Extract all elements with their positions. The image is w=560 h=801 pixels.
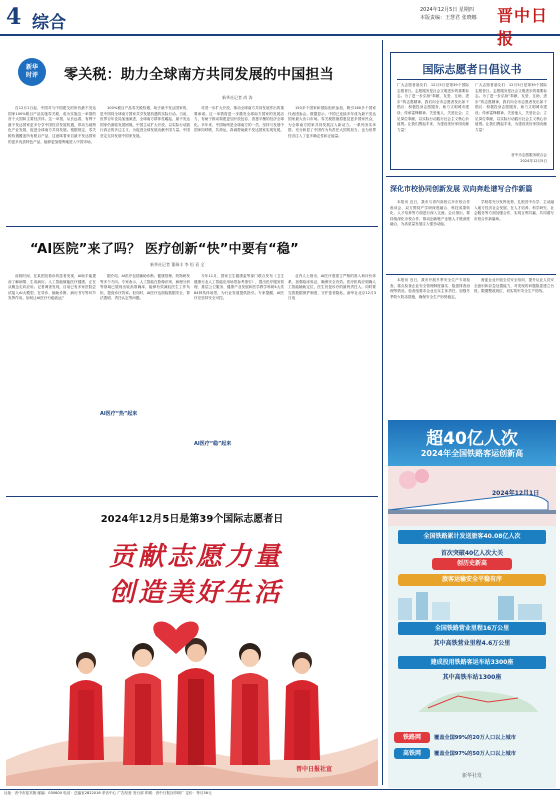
- railway-network-label: 铁路网: [394, 732, 430, 743]
- volunteers-illustration: [6, 610, 378, 786]
- initiative-title: 国际志愿者日倡议书: [422, 63, 522, 76]
- infographic-big-title: 超40亿人次: [426, 429, 518, 449]
- infographic-stat-7: 建成投用铁路客运车站3300座: [398, 656, 546, 669]
- initiative-signature-2: 2024年12月5日: [520, 159, 547, 163]
- article-1-byline: 新华社记者 尚 涛: [222, 95, 253, 100]
- poster-slogan-line-2: 创造美好生活: [108, 578, 283, 608]
- page-number: 4: [6, 4, 22, 30]
- railway-infographic: [388, 420, 556, 788]
- article-2-column-1: 前段时间，在某医院看诊的患者发现，AI助手能提前了解病情、生成病历。人工智能赋能医疗健康，正在从概念走向应用。记者调查发现，目前已有多家医院尝试接入AI大模型，在导诊、辅助诊断、病历书写等环节发挥作用。如何让AI医疗行稳致远？: [8, 274, 96, 301]
- right-mid-headline: 深化市校协同创新发展 双向奔赴谱写合作新篇: [390, 185, 533, 193]
- masthead-editor-line: 本版责编：王慧君 张晓娜: [420, 15, 477, 21]
- infographic-stat-3: 创历史新高: [432, 558, 512, 570]
- page-section-name: 综合: [32, 13, 66, 33]
- map-illustration: [388, 682, 556, 722]
- masthead-date-line: 2024年12月5日 星期四: [420, 7, 474, 13]
- high-speed-network-label: 高铁网: [394, 748, 430, 759]
- volunteer-day-poster: [6, 500, 378, 786]
- section-divider: [386, 176, 556, 177]
- infographic-date-tag: 2024年12月1日: [492, 490, 540, 497]
- initiative-body-col-1: 广大志愿者朋友们：12月5日是第39个国际志愿者日。志愿服务是社会文明进步的重要标志。为了进一步弘扬“奉献、友爱、互助、进步”的志愿精神，我们向全市志愿者发出如下倡议：积极投身志愿服务，助力文明城市建设；传承雷锋精神，关爱他人、关爱社会；立足岗位奉献，以实际行动践行社会主义核心价值观。让我们携起手来，为建设美好家园贡献力量！: [397, 83, 469, 132]
- initiative-body-col-2: 广大志愿者朋友们：12月5日是第39个国际志愿者日。志愿服务是社会文明进步的重要标志。为了进一步弘扬“奉献、友爱、互助、进步”的志愿精神，我们向全市志愿者发出如下倡议：积极投身志愿服务，助力文明城市建设；传承雷锋精神，关爱他人、关爱社会；立足岗位奉献，以实际行动践行社会主义核心价值观。让我们携起手来，为建设美好家园贡献力量！: [475, 83, 547, 132]
- right-mid-column-2: 学校将充分发挥优势，扎根晋中办学，主动融入地方经济社会发展，在人才培养、科学研究、社会服务等方面加强合作，实现互利共赢，共同谱写市校合作新篇章。: [474, 200, 554, 221]
- masthead-date: [420, 6, 477, 22]
- article-1-headline: 零关税：助力全球南方共同发展的中国担当: [64, 67, 334, 83]
- article-2-byline: 新华社记者 董瑞丰 李 恒 袁 全: [150, 262, 205, 267]
- section-divider: [6, 496, 378, 497]
- section-divider: [386, 274, 556, 275]
- poster-footer: 晋中日报社宣: [296, 766, 333, 773]
- badge-line-2: 时评: [25, 72, 38, 79]
- article-2-column-3: 今年11月，国家卫生健康委等部门联合发布《卫生健康行业人工智能应用场景参考指引》，提出医疗服务管理、基层公卫服务、健康产业发展和医学教学科研4大类84种具体场景，为行业发展提供指引。专家提醒，AI医疗应坚持安全可控。: [194, 274, 284, 301]
- right-mid-column-4: 督促企业开展全员安全培训，提升从业人员安全意识和应急处置能力，对发现的问题隐患建立台账，限期整改到位，切实筑牢安全生产防线。: [474, 278, 554, 294]
- city-skyline-illustration: [388, 590, 556, 620]
- initiative-signature-1: 晋中市志愿服务联合会: [511, 153, 547, 157]
- high-speed-network-coverage: 覆盖全国97%的50万人口以上城市: [434, 751, 516, 757]
- article-2-subheading: AI医疗“热”起来: [100, 411, 138, 417]
- railway-network-coverage: 覆盖全国99%的20万人口以上城市: [434, 735, 516, 741]
- right-mid-column-1: 本报讯 近日，我市与省内高校召开市校合作座谈会，双方围绕产学研深度融合、科技成果转化、人才培养等方面进行深入交流。会议指出，要持续深化市校合作，推动创新链产业链人才链深度融合，为高质量发展注入强劲动能。: [390, 200, 470, 227]
- imprint-bar: 社址：晋中市迎宾街 邮编：030600 电话：总编室2822016 采访中心 广告经营 发行部 印刷：晋中日报社印刷厂 定价：每月36元: [0, 789, 560, 801]
- title-underline: [397, 79, 547, 80]
- section-divider: [6, 226, 378, 227]
- article-1-column-3: 对进一步扩大开放，推动全球南方共同发展作出的重要承诺。这一举措将进一步激发全球南方国家的发展活力，有助于推动构建更加开放包容、普惠平衡的经济全球化。多年来，中国始终是全球南方的一员，坚持与发展中国家同呼吸、共命运，真诚帮助最不发达国家实现发展。: [194, 106, 284, 133]
- poster-caption: 2024年12月5日是第39个国际志愿者日: [100, 514, 284, 525]
- infographic-subtitle: 2024年全国铁路客运创新高: [420, 449, 524, 458]
- infographic-stat-1: 全国铁路累计发送旅客40.08亿人次: [398, 530, 546, 544]
- badge-line-1: 新华: [25, 64, 38, 71]
- infographic-stat-6: 其中高铁营业里程4.6万公里: [433, 640, 511, 647]
- article-2-headline: “AI医院”来了吗？ 医疗创新“快”中要有“稳”: [30, 242, 299, 257]
- infographic-stat-2: 首次突破40亿人次大关: [440, 550, 504, 557]
- article-1-column-1: 自12月1日起，中国对与中国建交的所有最不发达国家100%税目产品实施零关税，成为实施这一举措的首个大国和主要经济体。这一举措，从长远看，有利于最不发达国家更多分享中国经济发展机遇，带动当地特色产业发展，促进全球南方共同发展。根据规定，零关税待遇覆盖所有税目产品，这意味着来自最不发达国家的更多优质特色产品，能够更加便利地进入中国市场。: [8, 106, 96, 144]
- infographic-stat-4: 旅客运输安全平稳有序: [398, 574, 546, 586]
- article-1-column-4: 150多个国家和国际组织参加，吸引160多个国家代表团参会。数据显示，中国已连续多年成为最不发达国家最大出口市场。零关税措施将惠及更多国家民众，为全球南方国家共同发展注入新动力。一系列务实举措，充分彰显了中国作为负责任大国的担当，也为世界经济注入了更多确定性和正能量。: [288, 106, 376, 138]
- article-1-column-2: 100%税目产品零关税待遇，给予最不发达国家的，是中国同全球南方国家共享发展机遇的实际行动。当前，世界百年变局加速演进，全球南方群体性崛起，最不发达国家仍面临发展困境。中国主动扩大开放，以实际行动践行真正的多边主义，为促进全球发展贡献中国力量。中国坚定支持发展中国家发展。: [100, 106, 190, 138]
- column-divider: [382, 40, 383, 785]
- infographic-stat-5: 全国铁路营业里程16万公里: [398, 622, 546, 635]
- article-2-subheading-2: AI医疗“稳”起来: [194, 441, 232, 447]
- article-2-column-4: 业内人士指出，AI医疗需建立严格的准入和评价体系，加强临床验证，确保安全有效。医疗机构应明确人工智能辅助定位，医生仍是诊疗的最终责任人。同时要完善数据保护制度，守护患者隐私。新华社北京12月3日电: [288, 274, 376, 301]
- volunteer-initiative-box: [390, 52, 554, 170]
- commentary-badge: [18, 58, 46, 86]
- newspaper-logo: 晋中日报: [497, 6, 549, 48]
- infographic-stat-8: 其中高铁车站1300座: [442, 674, 502, 681]
- right-mid-column-3: 本报讯 近日，我市开展冬季安全生产专项检查，重点检查企业安全管理制度落实、隐患排查治理等情况。检查组要求企业压实主体责任，加强冬季防火防冻措施，确保安全生产形势稳定。: [390, 278, 470, 299]
- infographic-source: 新华社发: [461, 773, 482, 779]
- poster-slogan-line-1: 贡献志愿力量: [108, 542, 283, 572]
- article-2-column-2: 据介绍，AI医疗包括辅助诊断、健康管理、药物研发等多个方向。专家表示，人工智能在影像识别、病理分析等领域已展现出较高准确率，能够有效减轻医生工作负担，提高诊疗效率。但同时，AI医疗也面临数据安全、算法透明、责任认定等问题。: [100, 274, 190, 301]
